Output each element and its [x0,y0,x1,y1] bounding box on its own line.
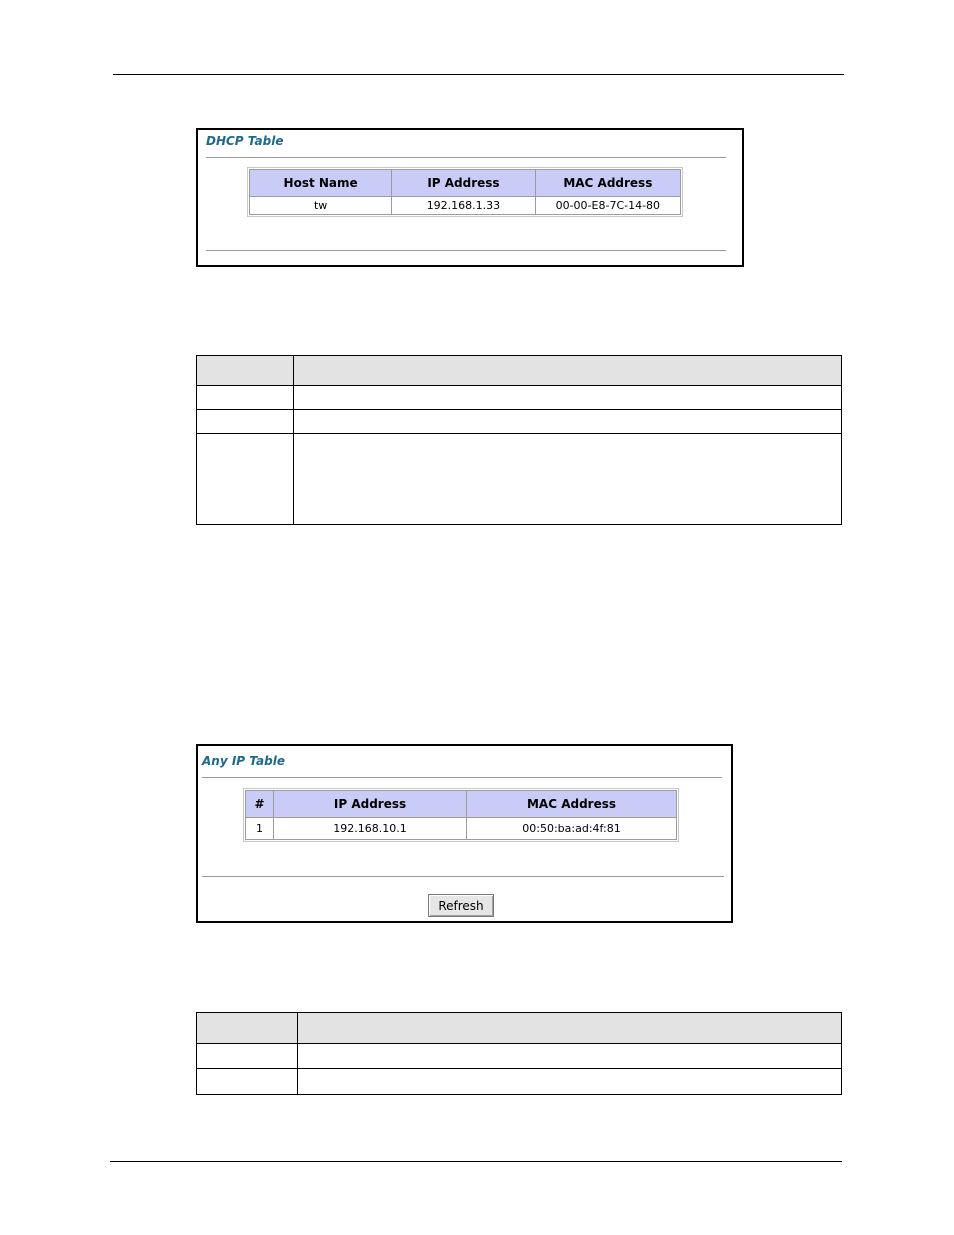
doc-cell [197,1044,298,1069]
cell-index: 1 [246,818,274,840]
dhcp-table [249,169,681,215]
any-ip-bottom-divider [202,876,724,878]
dhcp-table-header-row [250,170,681,197]
any-ip-table-title: Any IP Table [202,754,285,768]
dhcp-table-title: DHCP Table [206,134,284,148]
table-row [197,410,842,434]
doc-table-header-row [197,1013,842,1044]
table-row [250,197,681,215]
doc-header-cell [197,356,294,386]
table-row [197,386,842,410]
doc-table-header-row [197,356,842,386]
any-ip-title-divider [202,777,722,779]
header-rule [113,74,844,75]
doc-cell [294,410,842,434]
column-ip-address: IP Address [274,791,467,818]
doc-header-cell [197,1013,298,1044]
doc-cell [197,386,294,410]
cell-ip-address: 192.168.1.33 [392,197,535,215]
doc-cell [197,410,294,434]
dhcp-table-panel [196,128,744,267]
column-index: # [246,791,274,818]
dhcp-title-divider [206,157,726,159]
doc-cell [197,434,294,525]
doc-header-cell [298,1013,842,1044]
doc-cell [197,1069,298,1095]
column-mac-address: MAC Address [535,170,680,197]
dhcp-field-table [196,355,842,525]
table-row [246,818,677,840]
any-ip-table-header-row [246,791,677,818]
column-host-name: Host Name [250,170,392,197]
cell-mac-address: 00-00-E8-7C-14-80 [535,197,680,215]
cell-ip-address: 192.168.10.1 [274,818,467,840]
doc-cell [298,1044,842,1069]
any-ip-table-panel [196,744,733,923]
footer-rule [110,1161,842,1162]
table-row [197,434,842,525]
column-mac-address: MAC Address [467,791,677,818]
refresh-button[interactable]: Refresh [428,894,494,917]
cell-host-name: tw [250,197,392,215]
cell-mac-address: 00:50:ba:ad:4f:81 [467,818,677,840]
column-ip-address: IP Address [392,170,535,197]
doc-header-cell [294,356,842,386]
doc-cell [298,1069,842,1095]
any-ip-table [245,790,677,840]
table-row [197,1069,842,1095]
doc-cell [294,434,842,525]
dhcp-bottom-divider [206,250,726,252]
doc-cell [294,386,842,410]
any-ip-field-table [196,1012,842,1095]
table-row [197,1044,842,1069]
